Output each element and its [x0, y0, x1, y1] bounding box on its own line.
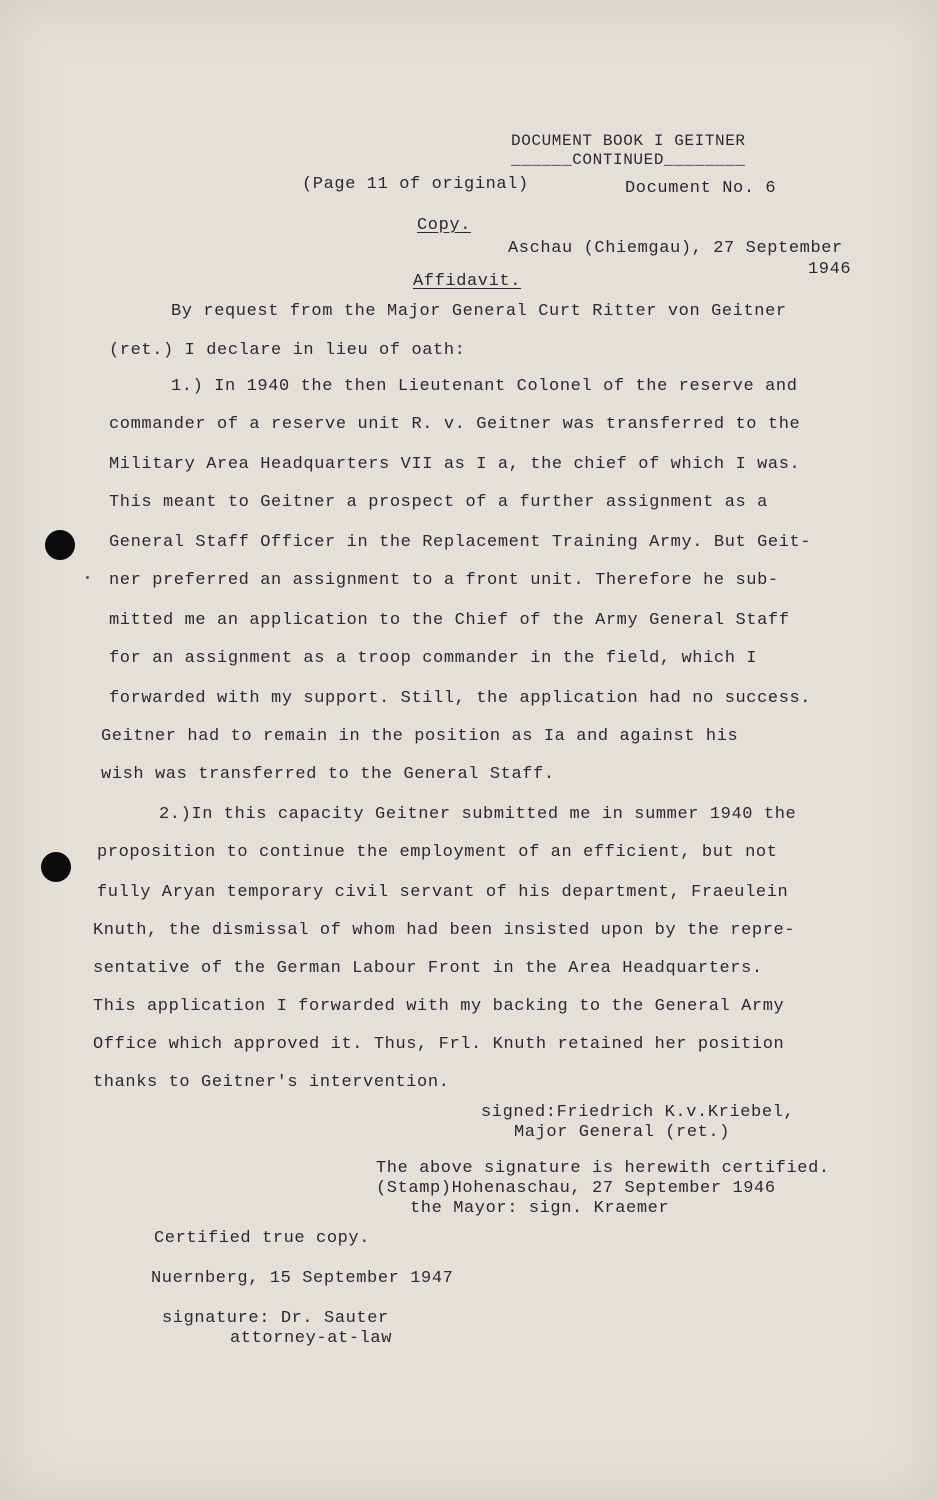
- certification-line: the Mayor: sign. Kraemer: [410, 1199, 670, 1218]
- document-book-line: DOCUMENT BOOK I GEITNER: [511, 132, 746, 150]
- punch-hole-top: [45, 530, 75, 560]
- signer-rank: Major General (ret.): [514, 1123, 731, 1142]
- certified-true-copy: Certified true copy.: [154, 1229, 371, 1248]
- punch-hole-bottom: [41, 852, 71, 882]
- body-line: By request from the Major General Curt Ritter von Geitner: [171, 302, 787, 321]
- body-line: Geitner had to remain in the position as Ia and against his: [101, 727, 739, 746]
- document-number: Document No. 6: [625, 179, 777, 198]
- body-line: forwarded with my support. Still, the application had no success.: [109, 689, 812, 708]
- body-line: Office which approved it. Thus, Frl. Knuth retained her position: [93, 1035, 785, 1054]
- body-line: sentative of the German Labour Front in the Area Headquarters.: [93, 959, 763, 978]
- body-line: ner preferred an assignment to a front unit. Therefore he sub-: [109, 571, 779, 590]
- body-line: fully Aryan temporary civil servant of his department, Fraeulein: [97, 883, 789, 902]
- body-line: for an assignment as a troop commander in the field, which I: [109, 649, 758, 668]
- body-line: proposition to continue the employment of an efficient, but not: [97, 843, 778, 862]
- affidavit-title: Affidavit.: [413, 272, 522, 291]
- body-line: commander of a reserve unit R. v. Geitner was transferred to the: [109, 415, 801, 434]
- place-date-year: 1946: [808, 260, 852, 279]
- body-line: 1.) In 1940 the then Lieutenant Colonel of the reserve and: [171, 377, 798, 396]
- footer-place-date: Nuernberg, 15 September 1947: [151, 1269, 454, 1288]
- body-line: This application I forwarded with my backing to the General Army: [93, 997, 785, 1016]
- body-line: General Staff Officer in the Replacement Training Army. But Geit-: [109, 533, 812, 552]
- ink-speck: [86, 576, 89, 579]
- body-line: thanks to Geitner's intervention.: [93, 1073, 450, 1092]
- page-reference: (Page 11 of original): [302, 175, 529, 194]
- body-line: wish was transferred to the General Staff.: [101, 765, 555, 784]
- continued-line: ______CONTINUED________: [511, 151, 746, 169]
- signed-by: signed:Friedrich K.v.Kriebel,: [481, 1103, 795, 1122]
- body-line: mitted me an application to the Chief of the Army General Staff: [109, 611, 790, 630]
- copy-label: Copy.: [417, 216, 472, 235]
- body-line: (ret.) I declare in lieu of oath:: [109, 341, 466, 360]
- place-date: Aschau (Chiemgau), 27 September: [508, 239, 843, 258]
- body-line: Military Area Headquarters VII as I a, the chief of which I was.: [109, 455, 801, 474]
- attorney-role: attorney-at-law: [230, 1329, 393, 1348]
- certification-line: The above signature is herewith certified.: [376, 1159, 830, 1178]
- body-line: Knuth, the dismissal of whom had been insisted upon by the repre-: [93, 921, 796, 940]
- body-line: 2.)In this capacity Geitner submitted me in summer 1940 the: [159, 805, 797, 824]
- body-line: This meant to Geitner a prospect of a further assignment as a: [109, 493, 768, 512]
- attorney-signature: signature: Dr. Sauter: [162, 1309, 389, 1328]
- certification-line: (Stamp)Hohenaschau, 27 September 1946: [376, 1179, 776, 1198]
